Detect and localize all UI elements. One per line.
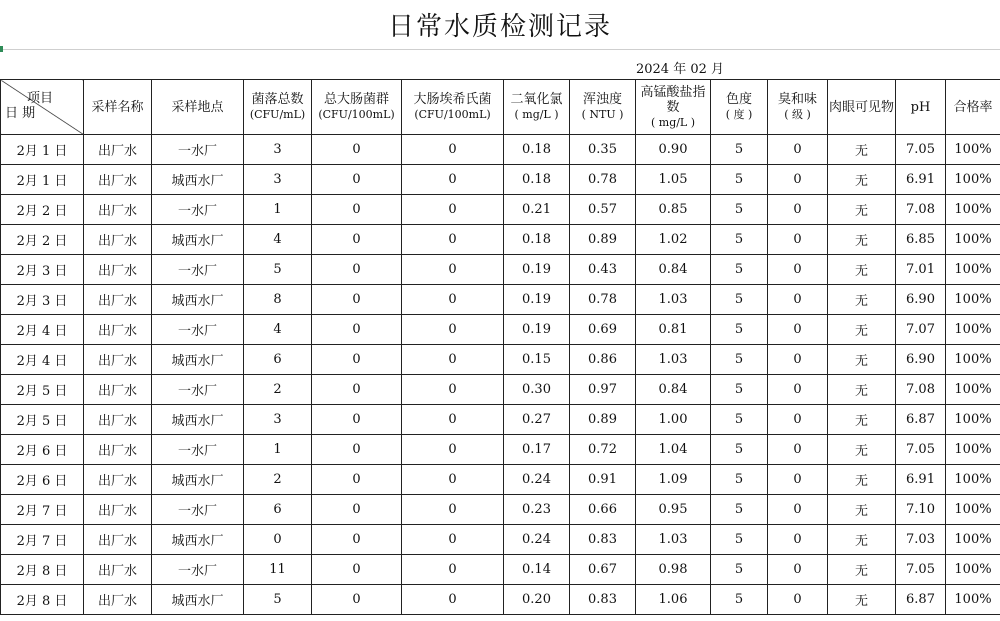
column-header-unit: ( mg/L ) xyxy=(650,115,696,129)
table-cell[interactable]: 5 xyxy=(711,285,768,315)
column-header-name: 总大肠菌群 xyxy=(323,92,389,107)
table-cell[interactable]: 城西水厂 xyxy=(152,525,244,555)
table-row xyxy=(1,375,1000,405)
table-cell[interactable]: 无 xyxy=(828,525,896,555)
table-cell[interactable]: 5 xyxy=(711,495,768,525)
column-header-unit: ( 级 ) xyxy=(784,108,811,121)
table-cell[interactable]: 1.03 xyxy=(636,525,711,555)
table-cell[interactable]: 0 xyxy=(312,195,402,225)
table-cell[interactable]: 0.84 xyxy=(636,375,711,405)
table-cell[interactable]: 0 xyxy=(768,435,828,465)
table-cell[interactable]: 城西水厂 xyxy=(152,405,244,435)
column-header xyxy=(828,80,896,135)
table-cell[interactable]: 0 xyxy=(402,375,504,405)
table-cell[interactable]: 0 xyxy=(768,465,828,495)
table-cell[interactable]: 100% xyxy=(946,255,1000,285)
table-cell[interactable]: 7.05 xyxy=(896,135,946,165)
table-cell[interactable]: 6.91 xyxy=(896,165,946,195)
column-header xyxy=(312,80,402,135)
table-cell[interactable]: 0.57 xyxy=(570,195,636,225)
table-cell[interactable]: 0 xyxy=(402,345,504,375)
table-row xyxy=(1,495,1000,525)
table-cell[interactable]: 0.14 xyxy=(504,555,570,585)
table-cell[interactable]: 2月 1 日 xyxy=(1,165,84,195)
table-cell[interactable]: 6.90 xyxy=(896,345,946,375)
table-cell[interactable]: 0.27 xyxy=(504,405,570,435)
column-header xyxy=(570,80,636,135)
table-cell[interactable]: 1.04 xyxy=(636,435,711,465)
column-header-name: 臭和味 xyxy=(777,92,817,107)
table-row xyxy=(1,405,1000,435)
water-quality-table xyxy=(0,79,1000,615)
table-cell[interactable]: 2月 6 日 xyxy=(1,465,84,495)
table-cell[interactable]: 5 xyxy=(711,525,768,555)
table-cell[interactable]: 0.78 xyxy=(570,285,636,315)
table-cell[interactable]: 0 xyxy=(312,525,402,555)
table-cell[interactable]: 0 xyxy=(312,555,402,585)
table-cell[interactable]: 0 xyxy=(312,375,402,405)
table-cell[interactable]: 出厂水 xyxy=(84,225,152,255)
divider xyxy=(0,49,1000,50)
table-cell[interactable]: 0.18 xyxy=(504,165,570,195)
table-cell[interactable]: 0.18 xyxy=(504,225,570,255)
table-row xyxy=(1,165,1000,195)
table-cell[interactable]: 一水厂 xyxy=(152,375,244,405)
month-label: 2024 年 02 月 xyxy=(635,62,725,77)
table-cell[interactable]: 1 xyxy=(244,195,312,225)
table-cell[interactable]: 0.83 xyxy=(570,585,636,615)
table-cell[interactable]: 0 xyxy=(312,465,402,495)
table-cell[interactable]: 0.86 xyxy=(570,345,636,375)
table-cell[interactable]: 0 xyxy=(402,315,504,345)
column-header xyxy=(768,80,828,135)
table-cell[interactable]: 0 xyxy=(768,165,828,195)
table-cell[interactable]: 0 xyxy=(768,585,828,615)
table-cell[interactable]: 0.95 xyxy=(636,495,711,525)
table-cell[interactable]: 100% xyxy=(946,285,1000,315)
table-cell[interactable]: 5 xyxy=(711,345,768,375)
table-cell[interactable]: 无 xyxy=(828,285,896,315)
table-cell[interactable]: 0.18 xyxy=(504,135,570,165)
table-cell[interactable]: 100% xyxy=(946,345,1000,375)
table-cell[interactable]: 城西水厂 xyxy=(152,285,244,315)
column-header-unit: (CFU/mL) xyxy=(249,108,306,121)
table-cell[interactable]: 2月 2 日 xyxy=(1,225,84,255)
table-cell[interactable]: 城西水厂 xyxy=(152,585,244,615)
table-cell[interactable]: 8 xyxy=(244,285,312,315)
table-cell[interactable]: 2月 5 日 xyxy=(1,405,84,435)
table-cell[interactable]: 0.35 xyxy=(570,135,636,165)
table-cell[interactable]: 0 xyxy=(768,225,828,255)
table-cell[interactable]: 2月 7 日 xyxy=(1,495,84,525)
table-cell[interactable]: 5 xyxy=(711,135,768,165)
table-cell[interactable]: 无 xyxy=(828,405,896,435)
column-header-unit: ( mg/L ) xyxy=(514,108,559,121)
table-cell[interactable]: 无 xyxy=(828,555,896,585)
table-cell[interactable]: 无 xyxy=(828,255,896,285)
table-row xyxy=(1,225,1000,255)
table-cell[interactable]: 出厂水 xyxy=(84,285,152,315)
table-cell[interactable]: 出厂水 xyxy=(84,495,152,525)
table-cell[interactable]: 0 xyxy=(244,525,312,555)
table-cell[interactable]: 0 xyxy=(312,285,402,315)
table-cell[interactable]: 0.24 xyxy=(504,465,570,495)
table-row xyxy=(1,285,1000,315)
table-cell[interactable]: 11 xyxy=(244,555,312,585)
table-cell[interactable]: 5 xyxy=(711,195,768,225)
table-cell[interactable]: 0 xyxy=(402,285,504,315)
table-cell[interactable]: 0.91 xyxy=(570,465,636,495)
table-cell[interactable]: 城西水厂 xyxy=(152,345,244,375)
table-cell[interactable]: 0 xyxy=(402,435,504,465)
table-cell[interactable]: 7.03 xyxy=(896,525,946,555)
table-cell[interactable]: 无 xyxy=(828,375,896,405)
column-header xyxy=(896,80,946,135)
table-cell[interactable]: 0.19 xyxy=(504,255,570,285)
table-cell[interactable]: 2 xyxy=(244,465,312,495)
table-cell[interactable]: 0.30 xyxy=(504,375,570,405)
table-cell[interactable]: 0.24 xyxy=(504,525,570,555)
column-header-name: 采样地点 xyxy=(171,99,224,115)
table-cell[interactable]: 0 xyxy=(312,135,402,165)
table-cell[interactable]: 0 xyxy=(312,255,402,285)
table-cell[interactable]: 出厂水 xyxy=(84,375,152,405)
table-cell[interactable]: 0 xyxy=(312,315,402,345)
table-cell[interactable]: 2月 4 日 xyxy=(1,345,84,375)
table-cell[interactable]: 一水厂 xyxy=(152,435,244,465)
table-cell[interactable]: 7.05 xyxy=(896,435,946,465)
table-cell[interactable]: 无 xyxy=(828,435,896,465)
table-row xyxy=(1,195,1000,225)
table-cell[interactable]: 1.02 xyxy=(636,225,711,255)
table-cell[interactable]: 100% xyxy=(946,435,1000,465)
table-cell[interactable]: 出厂水 xyxy=(84,195,152,225)
table-cell[interactable]: 0.98 xyxy=(636,555,711,585)
table-cell[interactable]: 2月 7 日 xyxy=(1,525,84,555)
table-cell[interactable]: 0 xyxy=(768,345,828,375)
table-cell[interactable]: 0 xyxy=(768,555,828,585)
table-cell[interactable]: 0.90 xyxy=(636,135,711,165)
column-header xyxy=(152,80,244,135)
table-cell[interactable]: 2月 5 日 xyxy=(1,375,84,405)
table-cell[interactable]: 城西水厂 xyxy=(152,225,244,255)
table-cell[interactable]: 0.85 xyxy=(636,195,711,225)
table-cell[interactable]: 1.03 xyxy=(636,285,711,315)
table-cell[interactable]: 0.19 xyxy=(504,285,570,315)
table-cell[interactable]: 0 xyxy=(402,225,504,255)
table-cell[interactable]: 0.97 xyxy=(570,375,636,405)
column-header xyxy=(636,80,711,135)
table-cell[interactable]: 出厂水 xyxy=(84,315,152,345)
table-cell[interactable]: 0.23 xyxy=(504,495,570,525)
table-cell[interactable]: 5 xyxy=(244,255,312,285)
table-cell[interactable]: 出厂水 xyxy=(84,255,152,285)
table-cell[interactable]: 2月 4 日 xyxy=(1,315,84,345)
table-cell[interactable]: 4 xyxy=(244,225,312,255)
table-cell[interactable]: 0.19 xyxy=(504,315,570,345)
table-row xyxy=(1,255,1000,285)
table-cell[interactable]: 0 xyxy=(402,135,504,165)
table-cell[interactable]: 0.84 xyxy=(636,255,711,285)
table-cell[interactable]: 0 xyxy=(402,255,504,285)
column-header xyxy=(946,80,1000,135)
table-cell[interactable]: 3 xyxy=(244,405,312,435)
column-header-name: 高锰酸盐指数 xyxy=(640,84,706,115)
table-cell[interactable]: 0 xyxy=(402,585,504,615)
table-cell[interactable]: 一水厂 xyxy=(152,195,244,225)
table-cell[interactable]: 100% xyxy=(946,135,1000,165)
table-cell[interactable]: 0 xyxy=(312,585,402,615)
table-cell[interactable]: 无 xyxy=(828,495,896,525)
table-cell[interactable]: 2月 8 日 xyxy=(1,555,84,585)
table-cell[interactable]: 一水厂 xyxy=(152,495,244,525)
table-cell[interactable]: 6 xyxy=(244,345,312,375)
table-cell[interactable]: 0 xyxy=(312,435,402,465)
column-header-name: 合格率 xyxy=(953,99,993,115)
table-cell[interactable]: 一水厂 xyxy=(152,555,244,585)
table-cell[interactable]: 0 xyxy=(768,285,828,315)
table-row xyxy=(1,345,1000,375)
column-header-unit: (CFU/100mL) xyxy=(414,108,491,121)
table-cell[interactable]: 2月 6 日 xyxy=(1,435,84,465)
table-cell[interactable]: 100% xyxy=(946,195,1000,225)
table-cell[interactable]: 6.85 xyxy=(896,225,946,255)
table-cell[interactable]: 出厂水 xyxy=(84,135,152,165)
column-header-unit: (CFU/100mL) xyxy=(318,108,395,121)
table-body xyxy=(1,135,1000,615)
table-cell[interactable]: 100% xyxy=(946,225,1000,255)
table-cell[interactable]: 无 xyxy=(828,315,896,345)
table-cell[interactable]: 100% xyxy=(946,555,1000,585)
table-cell[interactable]: 0 xyxy=(768,375,828,405)
column-header-name: 采样名称 xyxy=(91,99,144,115)
table-cell[interactable]: 6 xyxy=(244,495,312,525)
column-header-name: 色度 xyxy=(725,92,752,107)
table-cell[interactable]: 3 xyxy=(244,135,312,165)
table-cell[interactable]: 一水厂 xyxy=(152,315,244,345)
table-cell[interactable]: 100% xyxy=(946,495,1000,525)
table-cell[interactable]: 无 xyxy=(828,465,896,495)
column-header xyxy=(711,80,768,135)
table-cell[interactable]: 0 xyxy=(312,405,402,435)
table-cell[interactable]: 5 xyxy=(711,255,768,285)
column-header xyxy=(84,80,152,135)
table-cell[interactable]: 4 xyxy=(244,315,312,345)
table-cell[interactable]: 0 xyxy=(312,495,402,525)
table-cell[interactable]: 0.17 xyxy=(504,435,570,465)
table-header-row xyxy=(1,80,1000,135)
table-cell[interactable]: 无 xyxy=(828,585,896,615)
table-row xyxy=(1,585,1000,615)
table-cell[interactable]: 城西水厂 xyxy=(152,165,244,195)
table-cell[interactable]: 0.89 xyxy=(570,225,636,255)
table-cell[interactable]: 0.72 xyxy=(570,435,636,465)
table-cell[interactable]: 1.06 xyxy=(636,585,711,615)
table-cell[interactable]: 0 xyxy=(402,165,504,195)
table-cell[interactable]: 5 xyxy=(711,375,768,405)
table-cell[interactable]: 0 xyxy=(768,525,828,555)
header-date-label: 日 期 xyxy=(5,106,36,121)
table-cell[interactable]: 0.21 xyxy=(504,195,570,225)
table-cell[interactable]: 出厂水 xyxy=(84,465,152,495)
table-cell[interactable]: 0 xyxy=(312,345,402,375)
table-cell[interactable]: 6.91 xyxy=(896,465,946,495)
table-cell[interactable]: 2月 8 日 xyxy=(1,585,84,615)
table-cell[interactable]: 出厂水 xyxy=(84,345,152,375)
table-row xyxy=(1,555,1000,585)
table-cell[interactable]: 0 xyxy=(402,465,504,495)
column-header-unit: ( 度 ) xyxy=(725,108,753,121)
table-row xyxy=(1,435,1000,465)
table-cell[interactable]: 5 xyxy=(711,405,768,435)
table-cell[interactable]: 无 xyxy=(828,345,896,375)
table-cell[interactable]: 0 xyxy=(768,315,828,345)
table-cell[interactable]: 2 xyxy=(244,375,312,405)
table-cell[interactable]: 1.00 xyxy=(636,405,711,435)
table-cell[interactable]: 7.08 xyxy=(896,375,946,405)
table-cell[interactable]: 5 xyxy=(711,585,768,615)
table-cell[interactable]: 0.89 xyxy=(570,405,636,435)
table-cell[interactable]: 0 xyxy=(768,255,828,285)
table-cell[interactable]: 5 xyxy=(711,555,768,585)
table-cell[interactable]: 0 xyxy=(312,225,402,255)
table-cell[interactable]: 7.07 xyxy=(896,315,946,345)
table-cell[interactable]: 无 xyxy=(828,225,896,255)
table-cell[interactable]: 0.20 xyxy=(504,585,570,615)
table-cell[interactable]: 城西水厂 xyxy=(152,465,244,495)
column-header xyxy=(402,80,504,135)
table-cell[interactable]: 0 xyxy=(402,195,504,225)
page-title: 日常水质检测记录 xyxy=(387,12,612,42)
cell-cursor-marker xyxy=(0,46,3,52)
table-cell[interactable]: 100% xyxy=(946,465,1000,495)
table-cell[interactable]: 一水厂 xyxy=(152,135,244,165)
table-cell[interactable]: 0.43 xyxy=(570,255,636,285)
table-cell[interactable]: 100% xyxy=(946,165,1000,195)
table-cell[interactable]: 无 xyxy=(828,135,896,165)
table-cell[interactable]: 7.08 xyxy=(896,195,946,225)
table-cell[interactable]: 出厂水 xyxy=(84,585,152,615)
table-row xyxy=(1,315,1000,345)
table-cell[interactable]: 1.09 xyxy=(636,465,711,495)
table-cell[interactable]: 0 xyxy=(768,405,828,435)
table-cell[interactable]: 2月 3 日 xyxy=(1,255,84,285)
column-header xyxy=(244,80,312,135)
table-cell[interactable]: 5 xyxy=(244,585,312,615)
table-cell[interactable]: 一水厂 xyxy=(152,255,244,285)
column-header-name: 浑浊度 xyxy=(582,92,622,107)
column-header-name: 二氧化氯 xyxy=(510,92,563,107)
table-cell[interactable]: 出厂水 xyxy=(84,165,152,195)
table-cell[interactable]: 0.69 xyxy=(570,315,636,345)
table-cell[interactable]: 1.05 xyxy=(636,165,711,195)
header-item-label: 项目 xyxy=(26,91,53,106)
table-cell[interactable]: 0.81 xyxy=(636,315,711,345)
table-cell[interactable]: 6.87 xyxy=(896,585,946,615)
table-cell[interactable]: 2月 2 日 xyxy=(1,195,84,225)
column-header xyxy=(504,80,570,135)
table-cell[interactable]: 0 xyxy=(402,555,504,585)
table-cell[interactable]: 6.90 xyxy=(896,285,946,315)
table-cell[interactable]: 1.03 xyxy=(636,345,711,375)
table-cell[interactable]: 3 xyxy=(244,165,312,195)
table-cell[interactable]: 0 xyxy=(768,195,828,225)
table-cell[interactable]: 0 xyxy=(312,165,402,195)
table-cell[interactable]: 0.78 xyxy=(570,165,636,195)
column-header-name: 大肠埃希氏菌 xyxy=(413,92,492,107)
table-cell[interactable]: 出厂水 xyxy=(84,435,152,465)
table-cell[interactable]: 7.01 xyxy=(896,255,946,285)
table-cell[interactable]: 0.15 xyxy=(504,345,570,375)
table-row xyxy=(1,465,1000,495)
table-cell[interactable]: 5 xyxy=(711,315,768,345)
table-cell[interactable]: 5 xyxy=(711,435,768,465)
table-cell[interactable]: 0 xyxy=(768,495,828,525)
table-cell[interactable]: 出厂水 xyxy=(84,525,152,555)
table-cell[interactable]: 7.05 xyxy=(896,555,946,585)
table-cell[interactable]: 0 xyxy=(768,135,828,165)
table-cell[interactable]: 0 xyxy=(402,495,504,525)
table-cell[interactable]: 7.10 xyxy=(896,495,946,525)
table-cell[interactable]: 100% xyxy=(946,525,1000,555)
column-header-name: pH xyxy=(910,99,931,115)
table-cell[interactable]: 2月 3 日 xyxy=(1,285,84,315)
column-header-unit: ( NTU ) xyxy=(581,108,624,121)
table-cell[interactable]: 1 xyxy=(244,435,312,465)
table-cell[interactable]: 0.66 xyxy=(570,495,636,525)
table-cell[interactable]: 5 xyxy=(711,225,768,255)
header-diagonal-cell xyxy=(1,80,84,135)
column-header-name: 肉眼可见物 xyxy=(828,99,894,115)
table-cell[interactable]: 5 xyxy=(711,165,768,195)
table-cell[interactable]: 100% xyxy=(946,585,1000,615)
table-cell[interactable]: 无 xyxy=(828,165,896,195)
table-cell[interactable]: 无 xyxy=(828,195,896,225)
table-cell[interactable]: 2月 1 日 xyxy=(1,135,84,165)
table-cell[interactable]: 100% xyxy=(946,375,1000,405)
table-row xyxy=(1,135,1000,165)
table-cell[interactable]: 0 xyxy=(402,525,504,555)
table-cell[interactable]: 100% xyxy=(946,405,1000,435)
table-cell[interactable]: 100% xyxy=(946,315,1000,345)
table-row xyxy=(1,525,1000,555)
column-header-name: 菌落总数 xyxy=(251,92,304,107)
table-cell[interactable]: 0.67 xyxy=(570,555,636,585)
table-cell[interactable]: 出厂水 xyxy=(84,555,152,585)
table-cell[interactable]: 出厂水 xyxy=(84,405,152,435)
table-cell[interactable]: 0.83 xyxy=(570,525,636,555)
table-cell[interactable]: 5 xyxy=(711,465,768,495)
table-cell[interactable]: 6.87 xyxy=(896,405,946,435)
table-cell[interactable]: 0 xyxy=(402,405,504,435)
